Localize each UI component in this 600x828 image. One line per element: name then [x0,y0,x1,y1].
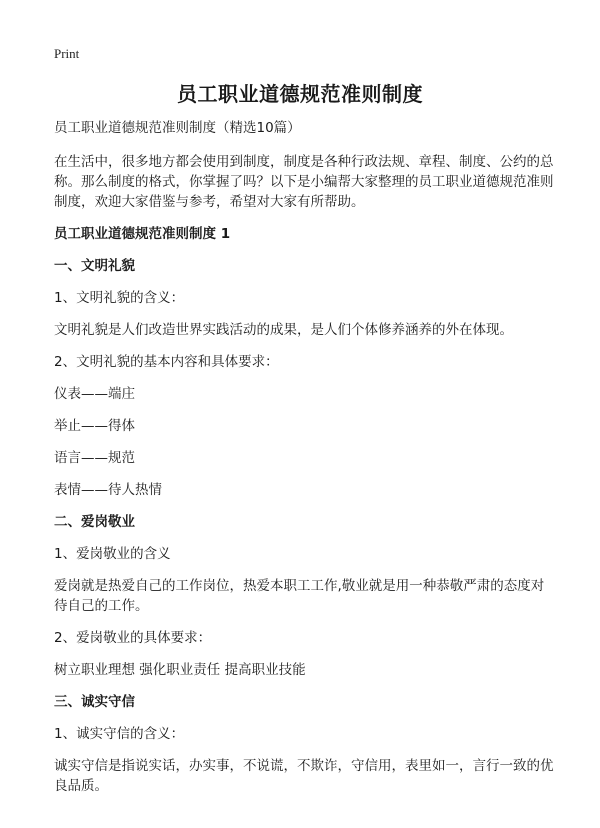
part1-item: 举止——得体 [54,418,135,434]
part2-answer-1: 爱岗就是热爱自己的工作岗位，热爱本职工工作,敬业就是用一种恭敬严肃的态度对待自己的工作。 [54,578,545,614]
part1-question-2: 2、文明礼貌的基本内容和具体要求： [54,354,279,370]
part1-question-1: 1、文明礼貌的含义： [54,290,185,306]
part1-answer-1: 文明礼貌是人们改造世界实践活动的成果，是人们个体修养涵养的外在体现。 [54,322,513,338]
part3-heading: 三、诚实守信 [54,694,135,710]
part3-answer-1: 诚实守信是指说实话，办实事，不说谎，不欺诈，守信用，表里如一，言行一致的优良品质。 [54,758,554,794]
part2-heading: 二、爱岗敬业 [54,514,135,530]
part2-question-2: 2、爱岗敬业的具体要求： [54,630,212,646]
section-title: 员工职业道德规范准则制度 1 [54,226,231,242]
part2-question-1: 1、爱岗敬业的含义 [54,546,171,562]
part3-question-1: 1、诚实守信的含义： [54,726,185,742]
document-subtitle: 员工职业道德规范准则制度（精选10篇） [54,120,301,136]
part1-item: 表情——待人热情 [54,482,162,498]
part1-item: 仪表——端庄 [54,386,135,402]
page-title: 员工职业道德规范准则制度 [177,82,423,106]
intro-paragraph: 在生活中，很多地方都会使用到制度，制度是各种行政法规、章程、制度、公约的总称。那么制度的格式，你掌握了吗？以下是小编帮大家整理的员工职业道德规范准则制度，欢迎大家借鉴与参考，希望对大家有所帮助。 [54,154,554,210]
document-body [54,118,556,796]
part1-heading: 一、文明礼貌 [54,258,135,274]
part1-item: 语言——规范 [54,450,135,466]
part2-answer-2: 树立职业理想 强化职业责任 提高职业技能 [54,662,306,678]
print-link[interactable]: Print [54,46,80,61]
